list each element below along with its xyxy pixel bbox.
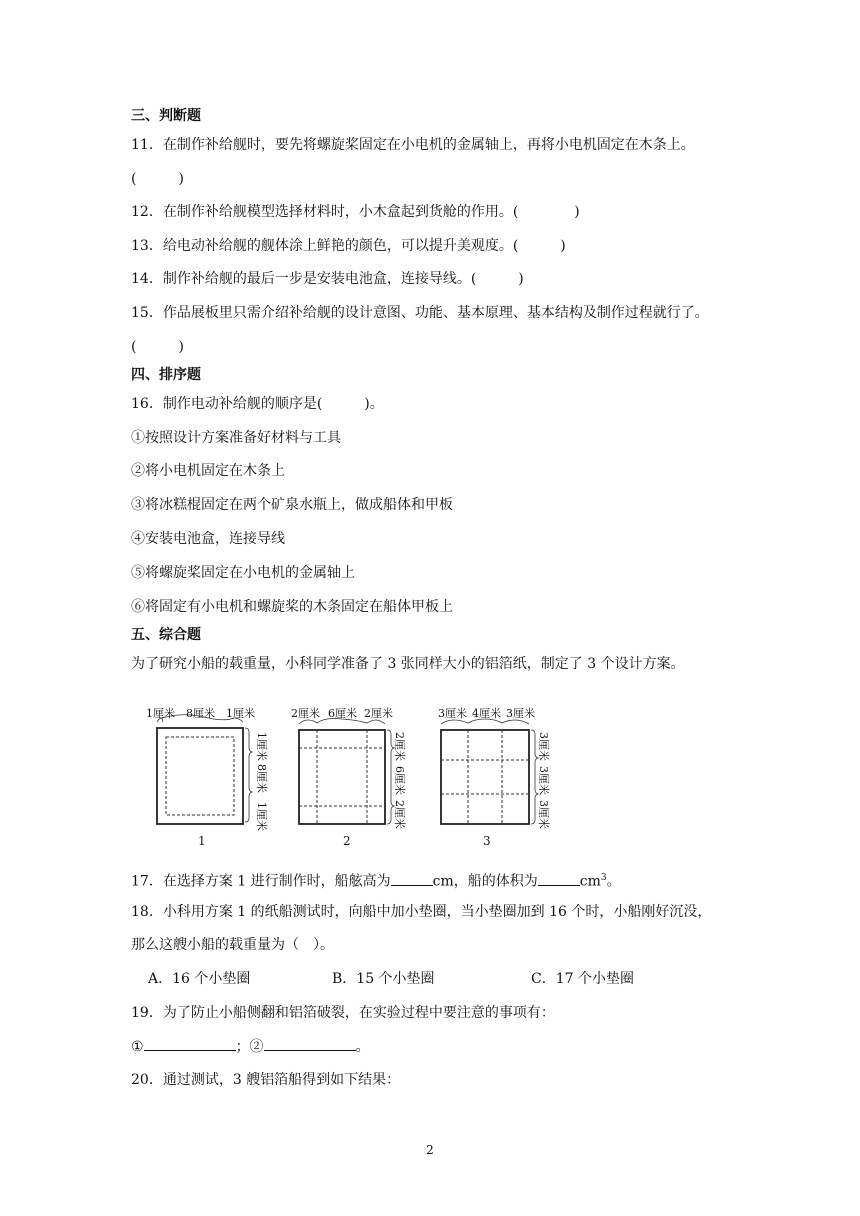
plan-1-top-label-left: 1厘米 bbox=[146, 707, 175, 720]
section-5-title: 五、综合题 bbox=[131, 627, 201, 643]
question-20: 20．通过测试，3 艘铝箔船得到如下结果： bbox=[131, 1072, 401, 1088]
answer-blank-precaution-2[interactable] bbox=[264, 1036, 356, 1051]
question-14: 14．制作补给舰的最后一步是安装电池盒，连接导线。( ) bbox=[131, 271, 524, 287]
page-number: 2 bbox=[426, 1143, 434, 1157]
question-18-option-c[interactable]: C．17 个小垫圈 bbox=[531, 971, 634, 987]
question-19-separator: ；② bbox=[235, 1039, 264, 1055]
plan-1-side-label-middle: 8厘米 bbox=[255, 764, 268, 793]
plan-3-top-label-left: 3厘米 bbox=[438, 707, 467, 720]
plan-3-top-label-right: 3厘米 bbox=[506, 707, 535, 720]
plan-2-top-label-left: 2厘米 bbox=[291, 707, 320, 720]
question-11-answer-paren: ( ) bbox=[131, 171, 184, 187]
plan-1-side-label-top: 1厘米 bbox=[255, 732, 268, 761]
section-5-intro: 为了研究小船的载重量，小科同学准备了 3 张同样大小的铝箔纸，制定了 3 个设计方案。 bbox=[131, 656, 685, 672]
step-1: ①按照设计方案准备好材料与工具 bbox=[131, 430, 341, 446]
plan-3-side-label-top: 3厘米 bbox=[537, 732, 550, 761]
plan-1-top-label-middle: 8厘米 bbox=[186, 707, 215, 720]
question-12: 12．在制作补给舰模型选择材料时，小木盒起到货舱的作用。( ) bbox=[131, 204, 580, 220]
question-11: 11．在制作补给舰时，要先将螺旋桨固定在小电机的金属轴上，再将小电机固定在木条上。 bbox=[131, 137, 695, 153]
plan-3-number: 3 bbox=[483, 834, 491, 848]
plan-1-side-label-bottom: 1厘米 bbox=[255, 802, 268, 831]
step-5: ⑤将螺旋桨固定在小电机的金属轴上 bbox=[131, 565, 355, 581]
folding-plans-figure bbox=[140, 706, 560, 856]
step-3: ③将冰糕棍固定在两个矿泉水瓶上，做成船体和甲板 bbox=[131, 497, 453, 513]
answer-blank-precaution-1[interactable] bbox=[144, 1036, 236, 1051]
section-4-title: 四、排序题 bbox=[131, 367, 201, 383]
answer-blank-volume[interactable] bbox=[538, 871, 580, 886]
plan-3-top-label-middle: 4厘米 bbox=[472, 707, 501, 720]
plan-2-side-label-bottom: 2厘米 bbox=[393, 800, 406, 829]
plan-2 bbox=[291, 706, 407, 848]
plan-2-side-label-top: 2厘米 bbox=[393, 732, 406, 761]
question-19: 19．为了防止小船侧翻和铝箔破裂，在实验过程中要注意的事项有： bbox=[131, 1005, 555, 1021]
step-6: ⑥将固定有小电机和螺旋桨的木条固定在船体甲板上 bbox=[131, 599, 453, 615]
question-17-unit-superscript: 3 bbox=[600, 873, 607, 883]
plan-1 bbox=[146, 706, 269, 848]
question-17 bbox=[131, 868, 621, 892]
plan-3-side-label-bottom: 3厘米 bbox=[537, 800, 550, 829]
plan-2-number: 2 bbox=[343, 834, 351, 848]
plan-3-side-label-middle: 3厘米 bbox=[537, 766, 550, 795]
folding-plans-diagram bbox=[140, 706, 560, 856]
section-3-title: 三、判断题 bbox=[131, 108, 201, 124]
question-17-text-2: cm，船的体积为 bbox=[432, 873, 538, 890]
question-17-end: 。 bbox=[606, 873, 621, 890]
question-15-answer-paren: ( ) bbox=[131, 339, 184, 355]
question-18-option-a[interactable]: A．16 个小垫圈 bbox=[148, 971, 251, 987]
question-15: 15．作品展板里只需介绍补给舰的设计意图、功能、基本原理、基本结构及制作过程就行了。 bbox=[131, 305, 709, 321]
plan-1-top-label-right: 1厘米 bbox=[226, 707, 255, 720]
question-16: 16．制作电动补给舰的顺序是( )。 bbox=[131, 396, 384, 412]
question-13: 13．给电动补给舰的舰体涂上鲜艳的颜色，可以提升美观度。( ) bbox=[131, 238, 566, 254]
question-18-line-2: 那么这艘小船的载重量为（ ）。 bbox=[131, 937, 334, 953]
plan-3 bbox=[438, 706, 551, 848]
plan-2-side-label-middle: 6厘米 bbox=[393, 766, 406, 795]
question-19-end: 。 bbox=[355, 1039, 370, 1055]
question-18-line-1: 18．小科用方案 1 的纸船测试时，向船中加小垫圈，当小垫圈加到 16 个时，小船刚好沉没， bbox=[131, 904, 712, 920]
question-17-text-1: 17．在选择方案 1 进行制作时，船舷高为 bbox=[131, 873, 391, 890]
step-4: ④安装电池盒，连接导线 bbox=[131, 531, 285, 547]
step-2: ②将小电机固定在木条上 bbox=[131, 463, 285, 479]
plan-2-top-label-right: 2厘米 bbox=[364, 707, 393, 720]
plan-2-top-label-middle: 6厘米 bbox=[328, 707, 357, 720]
question-17-unit: cm bbox=[579, 873, 601, 890]
plan-1-number: 1 bbox=[198, 834, 206, 848]
question-18-option-b[interactable]: B．15 个小垫圈 bbox=[332, 971, 435, 987]
answer-blank-rim-height[interactable] bbox=[391, 871, 433, 886]
question-19-answers bbox=[131, 1036, 370, 1057]
question-19-marker-1: ① bbox=[131, 1039, 144, 1055]
